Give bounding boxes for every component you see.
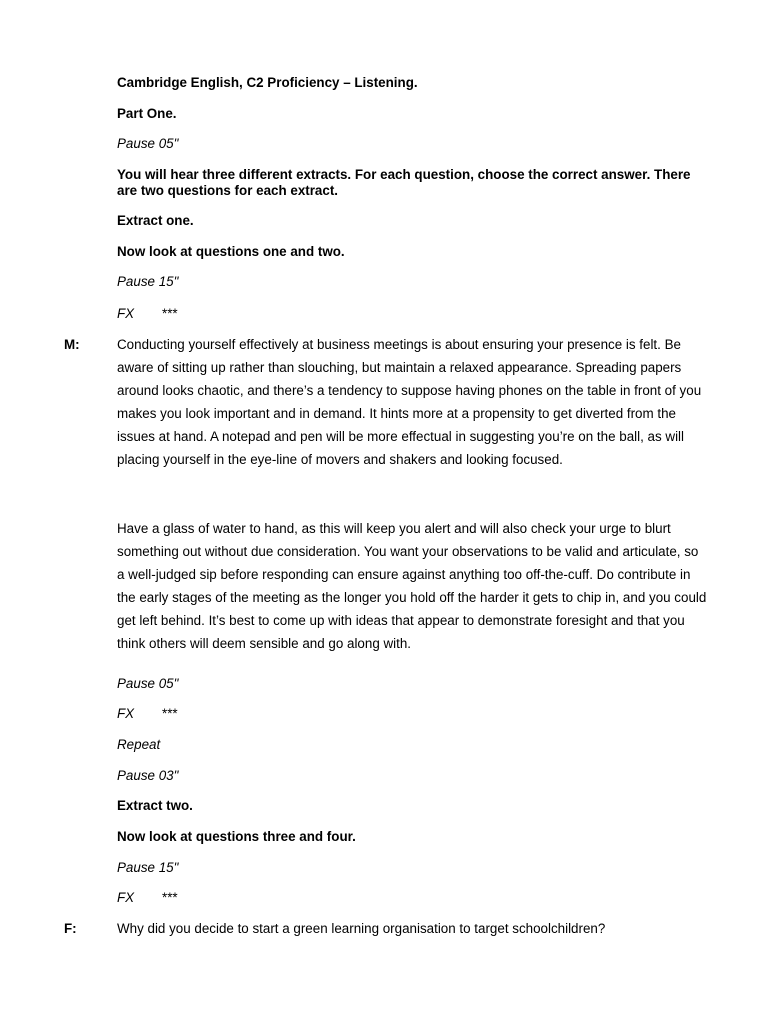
fx-stars: *** xyxy=(162,706,178,721)
instructions-text: You will hear three different extracts. For each question, choose the correct answer. There are two questions for each extract. xyxy=(117,167,691,198)
repeat-direction: Repeat xyxy=(117,737,161,752)
pause-direction: Pause 15" xyxy=(117,274,179,289)
speaker-label-m: M: xyxy=(64,337,80,352)
document-title: Cambridge English, C2 Proficiency – Listening. xyxy=(117,75,418,90)
speaker-m-paragraph-2: Have a glass of water to hand, as this will keep you alert and will also check your urge to blurt something out without due consideration. You want your observations to be valid and articulate, so a well-judged sip before responding can ensure against anything too off-the-cuff. Do contribute in the early stages of the meeting as the longer you hold off the harder it gets to chip in, and you could get left behind. It’s best to come up with ideas that appear to demonstrate foresight and that you think others will deem sensible and go along with. xyxy=(117,521,707,651)
pause-direction: Pause 03" xyxy=(117,768,179,783)
fx-stars: *** xyxy=(162,306,178,321)
speaker-f-line: Why did you decide to start a green learning organisation to target schoolchildren? xyxy=(117,921,606,936)
look-at-questions-one-two: Now look at questions one and two. xyxy=(117,244,345,259)
fx-label: FX xyxy=(117,890,135,905)
fx-label: FX xyxy=(117,306,135,321)
pause-direction: Pause 05" xyxy=(117,136,179,151)
part-heading: Part One. xyxy=(117,106,177,121)
fx-direction xyxy=(117,306,178,322)
fx-direction xyxy=(117,890,178,906)
fx-direction xyxy=(117,706,178,722)
fx-label: FX xyxy=(117,706,135,721)
look-at-questions-three-four: Now look at questions three and four. xyxy=(117,829,356,844)
fx-stars: *** xyxy=(162,890,178,905)
extract-one-heading: Extract one. xyxy=(117,213,194,228)
pause-direction: Pause 15" xyxy=(117,860,179,875)
extract-two-heading: Extract two. xyxy=(117,798,193,813)
speaker-label-f: F: xyxy=(64,921,77,936)
pause-direction: Pause 05" xyxy=(117,676,179,691)
speaker-m-paragraph-1: Conducting yourself effectively at business meetings is about ensuring your presence is felt. Be aware of sitting up rather than slouching, but maintain a relaxed appearance. Spreading papers around looks chaotic, and there’s a tendency to suppose having phones on the table in front of you makes you look important and in demand. It hints more at a propensity to get diverted from the issues at hand. A notepad and pen will be more effectual in suggesting you’re on the ball, as will placing yourself in the eye-line of movers and shakers and looking focused. xyxy=(117,337,702,467)
